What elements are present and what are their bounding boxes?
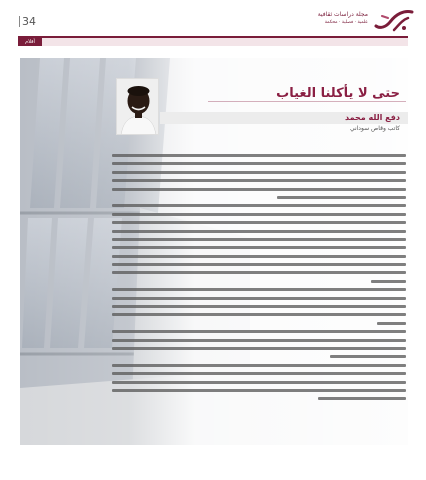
- author-name: دفع الله محمد: [345, 113, 400, 122]
- text-line: [112, 162, 406, 165]
- text-line: [330, 355, 406, 358]
- paragraph: [112, 364, 406, 401]
- text-line: [112, 263, 406, 266]
- masthead-subtitle: علمية · فصلية · محكمة: [324, 20, 368, 25]
- text-line: [112, 204, 406, 207]
- text-line: [371, 280, 406, 283]
- text-line: [277, 196, 406, 199]
- text-line: [112, 255, 406, 258]
- text-line: [112, 288, 406, 291]
- header-bar-accent: [18, 36, 408, 38]
- text-line: [112, 381, 406, 384]
- text-line: [112, 246, 406, 249]
- text-line: [112, 171, 406, 174]
- text-line: [112, 330, 406, 333]
- paragraph: [112, 330, 406, 358]
- text-line: [112, 339, 406, 342]
- text-line: [112, 297, 406, 300]
- paragraph: [112, 154, 406, 199]
- text-line: [112, 238, 406, 241]
- masthead-text: [318, 10, 368, 26]
- paragraph: [112, 288, 406, 325]
- section-tab: أقلام: [18, 38, 42, 46]
- text-line: [112, 271, 406, 274]
- text-line: [112, 179, 406, 182]
- journal-logo-icon: [374, 8, 414, 34]
- text-line: [112, 154, 406, 157]
- title-rule: [208, 101, 406, 102]
- author-block: [160, 112, 408, 140]
- article-title: حتى لا يأكلنا الغياب: [276, 86, 400, 101]
- text-line: [112, 188, 406, 191]
- author-portrait-icon: [116, 78, 159, 135]
- text-line: [112, 230, 406, 233]
- page-number: 34: [22, 15, 36, 28]
- page-number-rule: [19, 16, 20, 27]
- masthead-title: مجلة دراسات ثقافية: [317, 11, 368, 18]
- article-body: [112, 154, 406, 406]
- text-line: [112, 305, 406, 308]
- text-line: [112, 213, 406, 216]
- text-line: [112, 347, 406, 350]
- text-line: [318, 397, 406, 400]
- author-role: كاتب وقاص سوداني: [349, 125, 400, 132]
- text-line: [112, 313, 406, 316]
- text-line: [112, 364, 406, 367]
- paragraph: [112, 204, 406, 283]
- text-line: [112, 372, 406, 375]
- text-line: [112, 221, 406, 224]
- text-line: [112, 389, 406, 392]
- text-line: [377, 322, 406, 325]
- masthead: [214, 8, 414, 34]
